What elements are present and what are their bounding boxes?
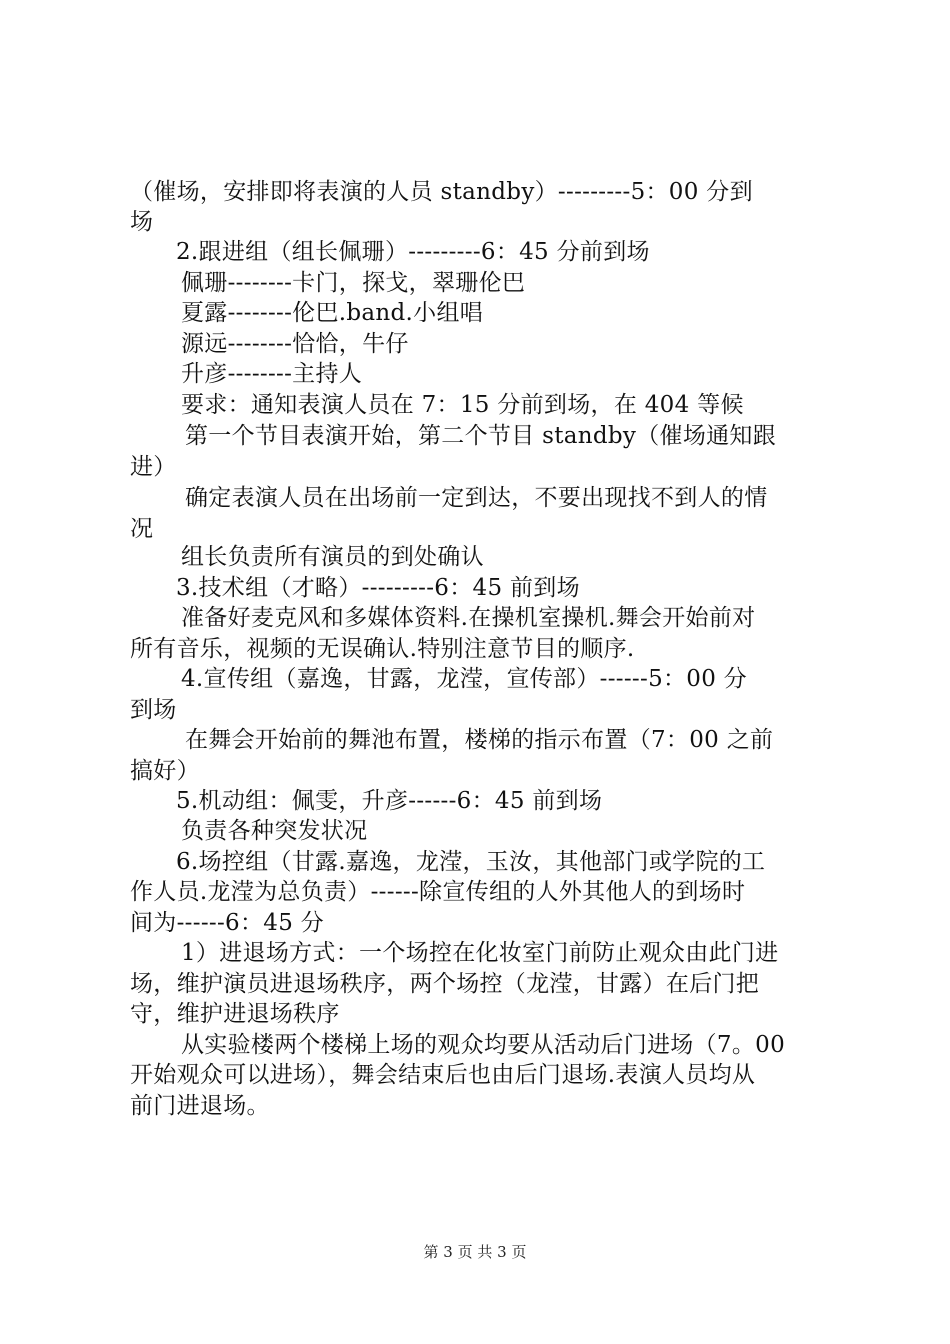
text-line: 3.技术组（才略）---------6：45 前到场 — [176, 575, 580, 601]
text-line: 要求：通知表演人员在 7：15 分前到场，在 404 等候 — [181, 392, 744, 418]
text-line: 升彦--------主持人 — [181, 361, 363, 387]
text-line: 6.场控组（甘露.嘉逸，龙滢，玉汝，其他部门或学院的工 — [176, 849, 766, 875]
text-line: 前门进退场。 — [130, 1093, 270, 1119]
text-line: 5.机动组：佩雯，升彦------6：45 前到场 — [176, 788, 603, 814]
text-line: 1）进退场方式：一个场控在化妆室门前防止观众由此门进 — [181, 940, 779, 966]
text-line: 进） — [130, 454, 177, 480]
text-line: 作人员.龙滢为总负责）------除宣传组的人外其他人的到场时 — [130, 879, 746, 905]
text-line: 负责各种突发状况 — [181, 818, 368, 844]
text-line: 第一个节目表演开始，第二个节目 standby（催场通知跟 — [185, 423, 777, 449]
text-line: 况 — [130, 516, 154, 542]
text-line: 到场 — [130, 697, 177, 723]
text-line: 组长负责所有演员的到处确认 — [181, 544, 484, 570]
text-line: （催场，安排即将表演的人员 standby）---------5：00 分到 — [130, 179, 753, 205]
page-number-footer: 第 3 页 共 3 页 — [423, 1243, 527, 1261]
text-line: 从实验楼两个楼梯上场的观众均要从活动后门进场（7。00 — [181, 1032, 785, 1058]
text-line: 守，维护进退场秩序 — [130, 1001, 340, 1027]
text-line: 4.宣传组（嘉逸，甘露，龙滢，宣传部）------5：00 分 — [181, 666, 748, 692]
text-line: 开始观众可以进场），舞会结束后也由后门退场.表演人员均从 — [130, 1062, 756, 1088]
text-line: 源远--------恰恰，牛仔 — [181, 331, 409, 357]
text-line: 确定表演人员在出场前一定到达，不要出现找不到人的情 — [185, 485, 768, 511]
text-line: 在舞会开始前的舞池布置，楼梯的指示布置（7：00 之前 — [185, 727, 774, 753]
text-line: 准备好麦克风和多媒体资料.在操机室操机.舞会开始前对 — [181, 605, 756, 631]
text-line: 夏露--------伦巴.band.小组唱 — [181, 300, 484, 326]
text-line: 场 — [130, 209, 154, 235]
text-line: 佩珊--------卡门，探戈，翠珊伦巴 — [181, 270, 526, 296]
text-line: 间为------6：45 分 — [130, 910, 325, 936]
text-line: 搞好） — [130, 758, 200, 784]
text-line: 所有音乐，视频的无误确认.特别注意节目的顺序. — [130, 636, 635, 662]
text-line: 场，维护演员进退场秩序，两个场控（龙滢，甘露）在后门把 — [130, 971, 760, 997]
text-line: 2.跟进组（组长佩珊）---------6：45 分前到场 — [176, 239, 650, 265]
